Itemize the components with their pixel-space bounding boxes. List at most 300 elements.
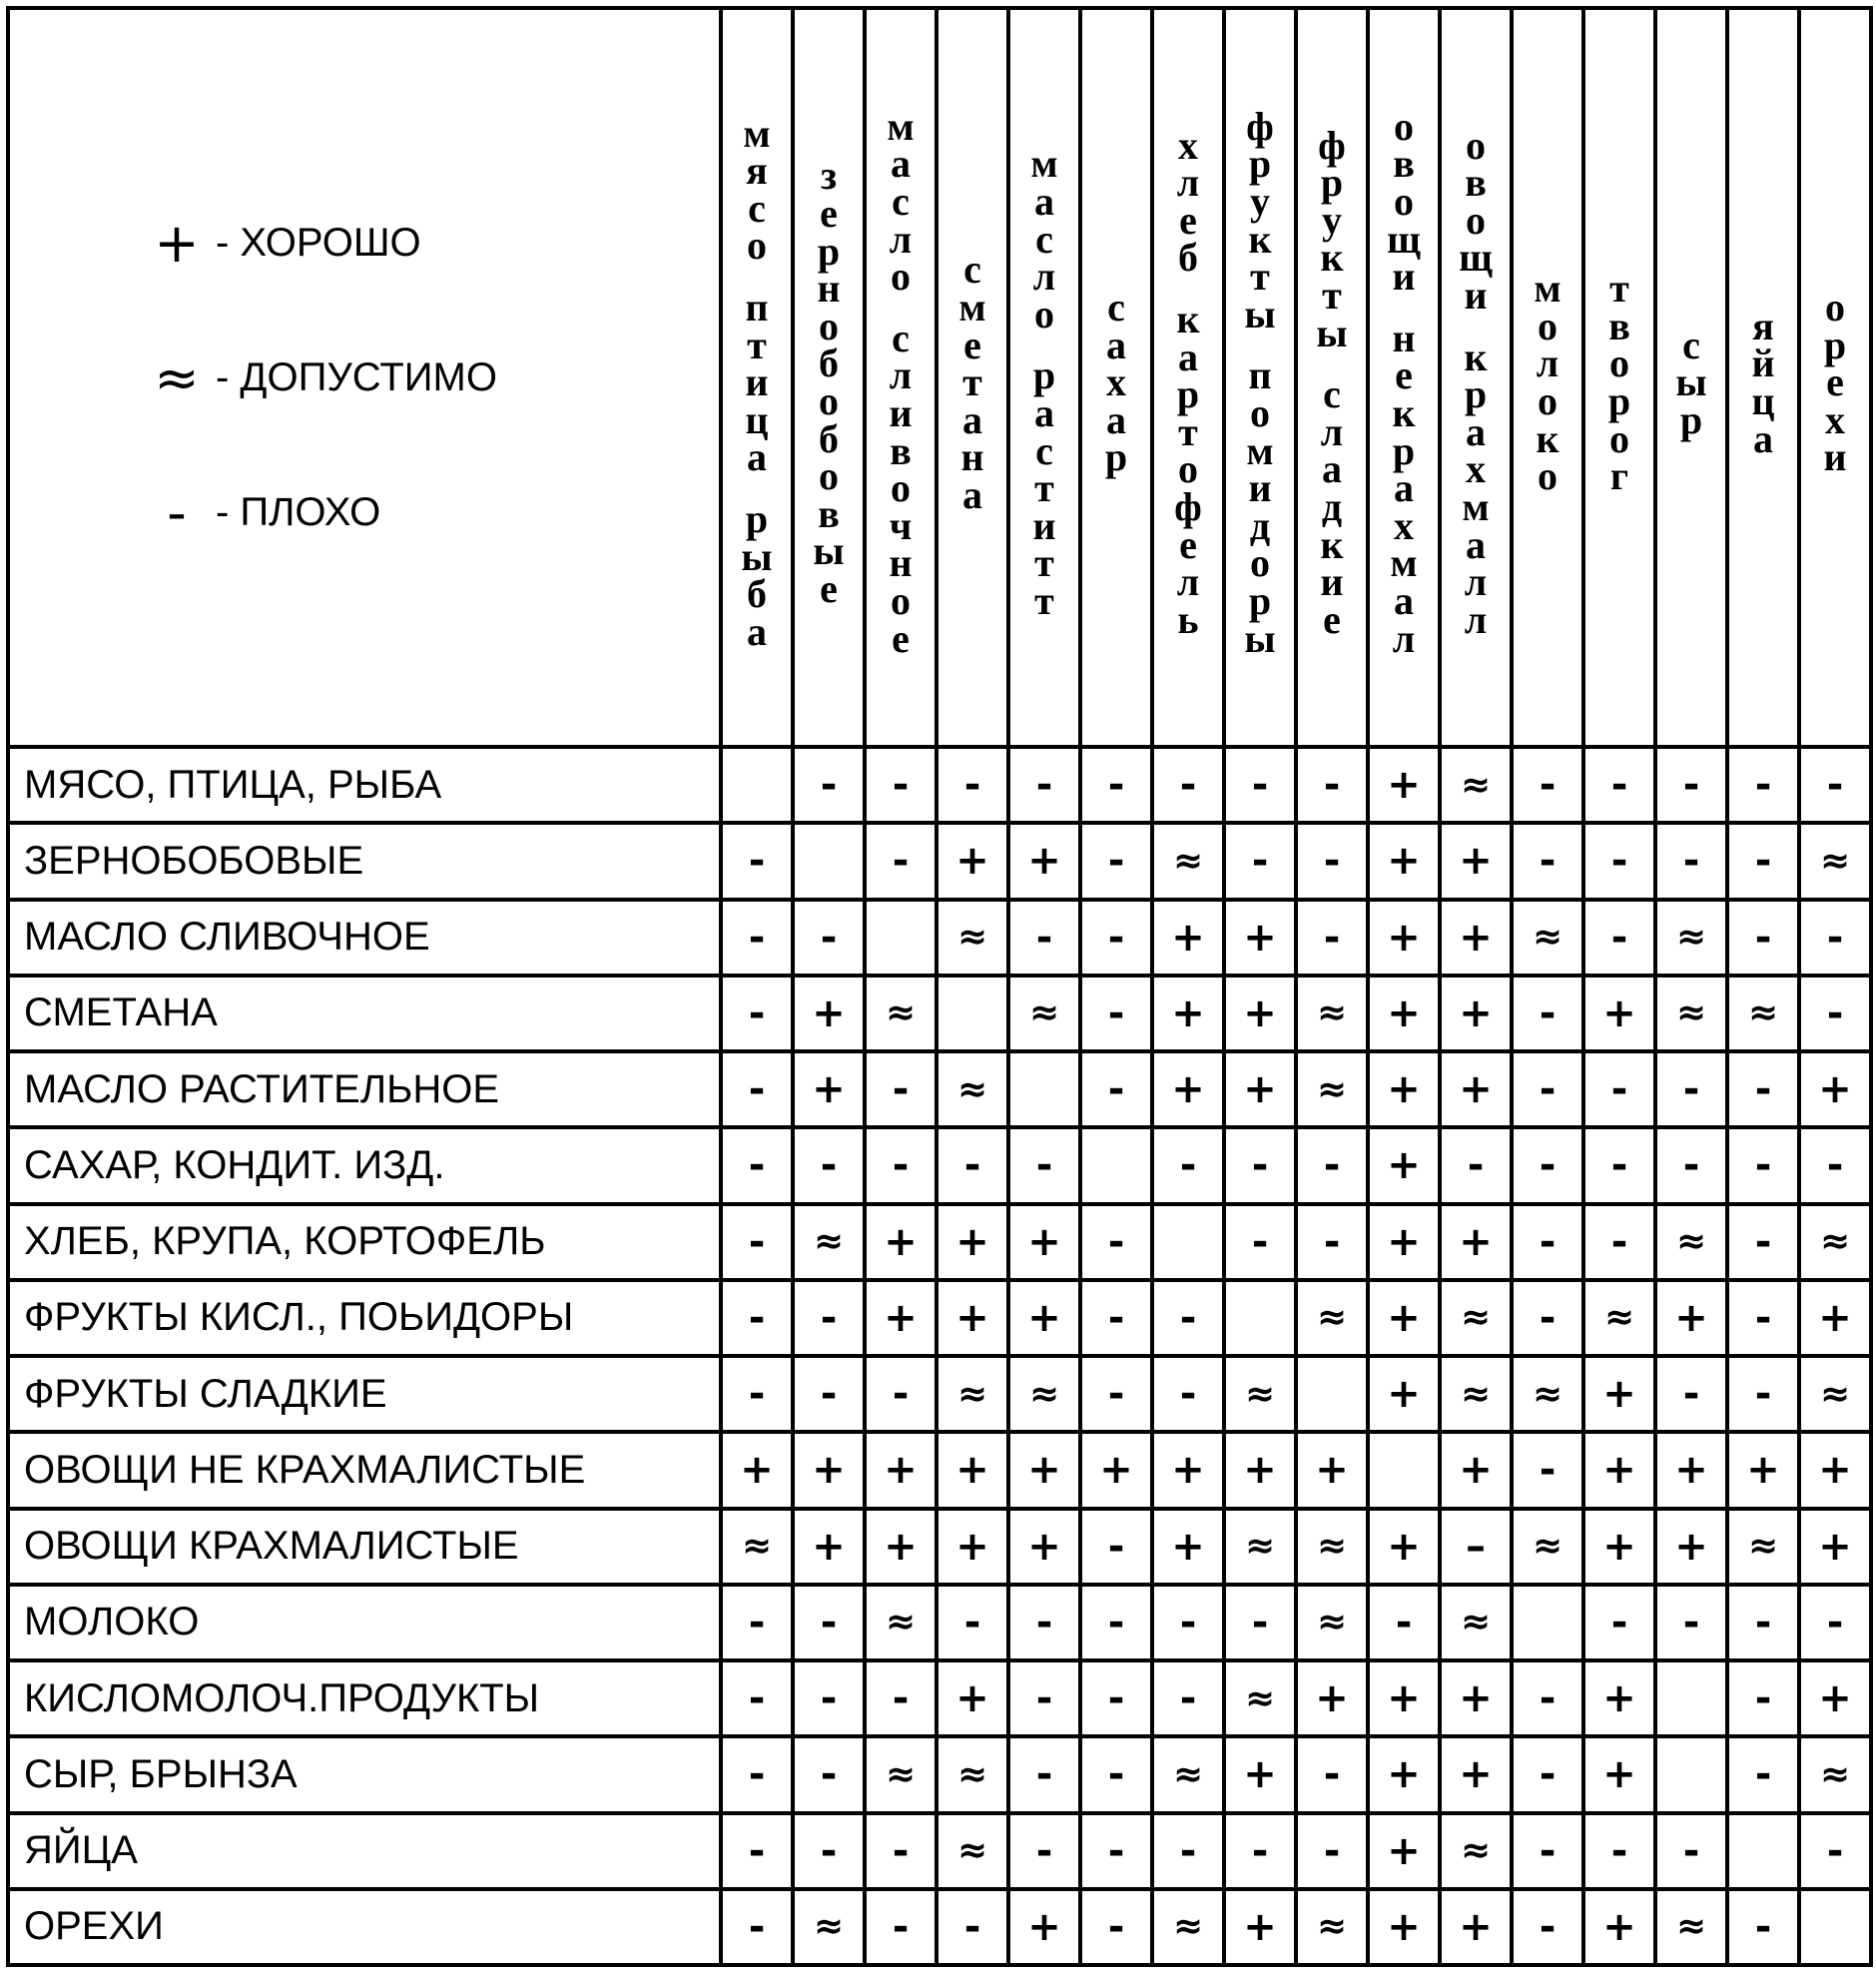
compatibility-cell: + [1008, 823, 1080, 899]
column-header [1296, 8, 1368, 747]
compatibility-cell: - [1080, 1280, 1152, 1356]
compatibility-cell: - [1583, 747, 1655, 823]
compatibility-cell [1799, 1889, 1871, 1965]
compatibility-cell: - [1152, 1813, 1224, 1889]
compatibility-cell: ≈ [1440, 1813, 1512, 1889]
compatibility-cell: - [1512, 1127, 1583, 1203]
compatibility-cell: + [937, 823, 1008, 899]
compatibility-cell: - [1152, 1127, 1224, 1203]
compatibility-cell: - [1583, 1204, 1655, 1280]
compatibility-cell: + [937, 1509, 1008, 1585]
compatibility-cell: ≈ [1296, 1051, 1368, 1127]
row-label: ЗЕРНОБОБОВЫЕ [8, 823, 721, 899]
compatibility-cell: + [1655, 1280, 1727, 1356]
compatibility-cell: + [1799, 1509, 1871, 1585]
compatibility-cell: - [1008, 1736, 1080, 1812]
legend-item-bad [138, 445, 719, 580]
compatibility-cell: + [1296, 1660, 1368, 1736]
compatibility-cell: + [1368, 976, 1440, 1051]
compatibility-cell: - [1655, 1051, 1727, 1127]
table-body [8, 747, 1871, 1965]
compatibility-cell: - [721, 1280, 793, 1356]
table-row [8, 1736, 1871, 1812]
legend-symbol-good: + [154, 211, 200, 275]
column-header [1440, 8, 1512, 747]
column-header-label: с а х а р [1104, 285, 1128, 480]
compatibility-cell: ≈ [1512, 1509, 1583, 1585]
compatibility-cell: - [1512, 823, 1583, 899]
compatibility-cell: + [1368, 1889, 1440, 1965]
compatibility-cell: - [721, 1813, 793, 1889]
compatibility-cell: + [1008, 1432, 1080, 1508]
compatibility-cell: + [937, 1432, 1008, 1508]
compatibility-cell: ≈ [1727, 1509, 1799, 1585]
row-label: ОВОЩИ НЕ КРАХМАЛИСТЫЕ [8, 1432, 721, 1508]
compatibility-cell: - [721, 976, 793, 1051]
compatibility-cell: - [793, 1813, 865, 1889]
compatibility-cell: - [1080, 1736, 1152, 1812]
compatibility-cell: - [1727, 1280, 1799, 1356]
compatibility-cell: - [1727, 823, 1799, 899]
compatibility-cell: + [1008, 1889, 1080, 1965]
compatibility-cell: + [1224, 900, 1296, 976]
compatibility-cell: ≈ [1224, 1356, 1296, 1432]
compatibility-cell: ≈ [1512, 900, 1583, 976]
compatibility-cell: - [937, 1585, 1008, 1660]
compatibility-cell: - [1655, 823, 1727, 899]
compatibility-cell: - [721, 900, 793, 976]
compatibility-cell: + [865, 1432, 937, 1508]
column-header [1224, 8, 1296, 747]
compatibility-cell: - [865, 1813, 937, 1889]
compatibility-cell: + [1368, 1813, 1440, 1889]
compatibility-cell: - [1152, 1280, 1224, 1356]
compatibility-cell: ≈ [1224, 1660, 1296, 1736]
compatibility-cell [1296, 1356, 1368, 1432]
compatibility-cell: - [1583, 1127, 1655, 1203]
compatibility-cell: ≈ [1440, 1585, 1512, 1660]
compatibility-cell: + [793, 976, 865, 1051]
compatibility-cell: + [1727, 1432, 1799, 1508]
compatibility-cell: ≈ [1799, 1356, 1871, 1432]
compatibility-cell: ≈ [1296, 1585, 1368, 1660]
compatibility-cell: ≈ [865, 1585, 937, 1660]
compatibility-cell: + [1368, 1204, 1440, 1280]
compatibility-cell: + [1440, 976, 1512, 1051]
legend-symbol-acceptable: ≈ [154, 345, 200, 409]
compatibility-cell: - [1080, 1889, 1152, 1965]
column-header-label: ф р у к т ы с л а д к и е [1316, 122, 1348, 642]
compatibility-cell: + [1368, 1280, 1440, 1356]
compatibility-cell: ≈ [865, 1736, 937, 1812]
column-header-label: м а с л о р а с т и т т [1030, 141, 1058, 623]
column-header [793, 8, 865, 747]
compatibility-cell [721, 747, 793, 823]
row-label: ОВОЩИ КРАХМАЛИСТЫЕ [8, 1509, 721, 1585]
column-header-row [8, 8, 1871, 747]
compatibility-cell [1080, 1127, 1152, 1203]
compatibility-cell: + [1799, 1051, 1871, 1127]
compatibility-cell: ≈ [865, 976, 937, 1051]
table-row [8, 1051, 1871, 1127]
compatibility-cell: - [1440, 1127, 1512, 1203]
compatibility-cell: - [1512, 1432, 1583, 1508]
legend-item-acceptable [138, 311, 719, 445]
column-header-label: о в о щ и к р а х м а л л [1459, 122, 1493, 642]
compatibility-cell: + [1368, 1736, 1440, 1812]
compatibility-cell: ≈ [1008, 976, 1080, 1051]
compatibility-cell: + [865, 1509, 937, 1585]
compatibility-cell: + [1583, 1736, 1655, 1812]
compatibility-cell: - [1655, 1356, 1727, 1432]
compatibility-cell: + [1655, 1432, 1727, 1508]
row-label: СЫР, БРЫНЗА [8, 1736, 721, 1812]
compatibility-cell: - [1583, 823, 1655, 899]
column-header-label: с м е т а н а [958, 247, 986, 517]
compatibility-cell: + [1224, 1736, 1296, 1812]
column-header-label: о в о щ и н е к р а х м а л [1387, 103, 1421, 661]
compatibility-cell: + [1583, 976, 1655, 1051]
compatibility-cell: - [721, 1889, 793, 1965]
compatibility-cell: + [1008, 1509, 1080, 1585]
compatibility-cell: + [1799, 1432, 1871, 1508]
compatibility-cell: + [793, 1051, 865, 1127]
compatibility-cell: - [1583, 1585, 1655, 1660]
compatibility-cell: - [793, 1280, 865, 1356]
compatibility-cell: - [1296, 1204, 1368, 1280]
compatibility-cell: - [1727, 1356, 1799, 1432]
compatibility-cell: - [1512, 747, 1583, 823]
compatibility-cell: - [793, 1736, 865, 1812]
compatibility-cell: - [1008, 900, 1080, 976]
compatibility-cell: - [1512, 1889, 1583, 1965]
column-header-label: ф р у к т ы п о м и д о р ы [1244, 103, 1276, 661]
compatibility-cell: - [1583, 1813, 1655, 1889]
compatibility-cell: ≈ [937, 1736, 1008, 1812]
compatibility-cell: + [1583, 1509, 1655, 1585]
compatibility-cell: – [1440, 1509, 1512, 1585]
food-compatibility-table [6, 6, 1873, 1967]
row-label: КИСЛОМОЛОЧ.ПРОДУКТЫ [8, 1660, 721, 1736]
compatibility-cell: - [1008, 1585, 1080, 1660]
table-row [8, 1889, 1871, 1965]
compatibility-cell [1655, 1736, 1727, 1812]
compatibility-cell: + [1224, 1051, 1296, 1127]
table-row [8, 747, 1871, 823]
compatibility-cell: - [1080, 1509, 1152, 1585]
column-header-label: т в о р о г [1607, 266, 1631, 499]
compatibility-cell: ≈ [1008, 1356, 1080, 1432]
compatibility-cell: - [1008, 1813, 1080, 1889]
column-header [1152, 8, 1224, 747]
compatibility-cell: - [1727, 1051, 1799, 1127]
compatibility-cell: - [1080, 1585, 1152, 1660]
compatibility-cell: + [865, 1204, 937, 1280]
compatibility-cell: + [1440, 1736, 1512, 1812]
compatibility-cell: - [793, 900, 865, 976]
compatibility-cell: - [937, 1889, 1008, 1965]
compatibility-cell: - [1799, 1127, 1871, 1203]
compatibility-cell: + [1440, 1432, 1512, 1508]
column-header [1727, 8, 1799, 747]
compatibility-cell: + [1583, 1432, 1655, 1508]
compatibility-cell: + [1440, 1889, 1512, 1965]
compatibility-cell: + [1583, 1356, 1655, 1432]
compatibility-cell: - [1296, 1813, 1368, 1889]
column-header-label: с ы р [1675, 322, 1707, 442]
compatibility-cell: + [1368, 823, 1440, 899]
compatibility-cell: ≈ [1296, 1889, 1368, 1965]
compatibility-cell: + [1152, 1432, 1224, 1508]
compatibility-cell: + [937, 1280, 1008, 1356]
compatibility-cell: - [1008, 747, 1080, 823]
compatibility-cell: ≈ [793, 1204, 865, 1280]
compatibility-cell: - [865, 1889, 937, 1965]
compatibility-cell [1655, 1660, 1727, 1736]
compatibility-cell: - [865, 1356, 937, 1432]
table-row [8, 823, 1871, 899]
compatibility-cell: - [1224, 1204, 1296, 1280]
compatibility-cell: + [1799, 1660, 1871, 1736]
compatibility-cell: - [1224, 1813, 1296, 1889]
compatibility-cell: - [1080, 1813, 1152, 1889]
compatibility-cell: ≈ [1440, 1280, 1512, 1356]
compatibility-cell: - [1512, 976, 1583, 1051]
compatibility-cell: - [865, 1660, 937, 1736]
compatibility-cell [1224, 1280, 1296, 1356]
compatibility-cell: + [1368, 1356, 1440, 1432]
compatibility-cell: + [793, 1432, 865, 1508]
compatibility-cell: - [1080, 1051, 1152, 1127]
legend-text-good: - ХОРОШО [216, 220, 421, 265]
compatibility-cell: + [793, 1509, 865, 1585]
legend [10, 176, 719, 580]
compatibility-cell: + [1008, 1280, 1080, 1356]
compatibility-cell: + [1224, 1432, 1296, 1508]
legend-text-bad: - ПЛОХО [216, 489, 381, 534]
compatibility-cell: ≈ [937, 1356, 1008, 1432]
compatibility-cell: - [1080, 1660, 1152, 1736]
compatibility-cell: - [1799, 1585, 1871, 1660]
compatibility-cell: ≈ [1152, 1889, 1224, 1965]
compatibility-cell: + [1368, 900, 1440, 976]
column-header [1008, 8, 1080, 747]
row-label: МЯСО, ПТИЦА, РЫБА [8, 747, 721, 823]
compatibility-cell: ≈ [793, 1889, 865, 1965]
compatibility-cell: ≈ [937, 900, 1008, 976]
compatibility-cell: - [793, 1660, 865, 1736]
compatibility-cell: ≈ [1655, 976, 1727, 1051]
column-header-label: о р е х и [1823, 285, 1847, 480]
compatibility-cell: + [1440, 900, 1512, 976]
column-header [1512, 8, 1583, 747]
compatibility-cell: ≈ [721, 1509, 793, 1585]
compatibility-cell: ≈ [1512, 1356, 1583, 1432]
compatibility-cell: + [1368, 747, 1440, 823]
compatibility-cell: ≈ [1799, 823, 1871, 899]
column-header-label: м я с о п т и ц а р ы б а [741, 110, 773, 654]
row-label: ФРУКТЫ КИСЛ., ПОЬИДОРЫ [8, 1280, 721, 1356]
legend-item-good [138, 176, 719, 311]
compatibility-cell: ≈ [1296, 1509, 1368, 1585]
row-label: ХЛЕБ, КРУПА, КОРТОФЕЛЬ [8, 1204, 721, 1280]
compatibility-cell: - [1727, 900, 1799, 976]
compatibility-cell: - [1799, 900, 1871, 976]
compatibility-cell: - [1799, 1813, 1871, 1889]
compatibility-cell [1727, 1813, 1799, 1889]
compatibility-cell: ≈ [1224, 1509, 1296, 1585]
row-label: ЯЙЦА [8, 1813, 721, 1889]
compatibility-cell: + [1440, 1204, 1512, 1280]
compatibility-cell: - [1727, 1736, 1799, 1812]
compatibility-cell: ≈ [937, 1051, 1008, 1127]
compatibility-cell: - [721, 1585, 793, 1660]
compatibility-cell: - [1799, 747, 1871, 823]
row-label: САХАР, КОНДИТ. ИЗД. [8, 1127, 721, 1203]
compatibility-cell: ≈ [1583, 1280, 1655, 1356]
row-label: ФРУКТЫ СЛАДКИЕ [8, 1356, 721, 1432]
compatibility-cell: - [793, 747, 865, 823]
compatibility-cell: - [1799, 976, 1871, 1051]
compatibility-cell: - [1224, 1127, 1296, 1203]
compatibility-cell [1368, 1432, 1440, 1508]
compatibility-cell: - [1512, 1280, 1583, 1356]
column-header [1583, 8, 1655, 747]
compatibility-cell: + [937, 1204, 1008, 1280]
compatibility-cell: - [1296, 747, 1368, 823]
compatibility-cell: - [1512, 1660, 1583, 1736]
compatibility-cell: - [1296, 900, 1368, 976]
compatibility-cell: ≈ [1655, 1889, 1727, 1965]
compatibility-cell: - [793, 1585, 865, 1660]
compatibility-cell: - [937, 1127, 1008, 1203]
row-label: МОЛОКО [8, 1585, 721, 1660]
compatibility-cell: + [1080, 1432, 1152, 1508]
table-row [8, 1432, 1871, 1508]
compatibility-cell: + [937, 1660, 1008, 1736]
compatibility-cell: - [1727, 747, 1799, 823]
compatibility-cell: - [1152, 1585, 1224, 1660]
row-label: СМЕТАНА [8, 976, 721, 1051]
column-header [1799, 8, 1871, 747]
compatibility-cell: - [1152, 1660, 1224, 1736]
compatibility-cell [1008, 1051, 1080, 1127]
compatibility-cell: ≈ [1799, 1204, 1871, 1280]
compatibility-cell [1152, 1204, 1224, 1280]
compatibility-cell: - [1080, 1204, 1152, 1280]
table-row [8, 1204, 1871, 1280]
compatibility-cell: ≈ [1727, 976, 1799, 1051]
column-header-label: я й ц а [1751, 303, 1775, 461]
compatibility-cell: - [1296, 1127, 1368, 1203]
row-label: ОРЕХИ [8, 1889, 721, 1965]
compatibility-cell: ≈ [1152, 823, 1224, 899]
compatibility-cell: - [865, 747, 937, 823]
legend-text-acceptable: - ДОПУСТИМО [216, 354, 497, 399]
compatibility-cell: + [1152, 900, 1224, 976]
compatibility-cell: + [1152, 1051, 1224, 1127]
compatibility-cell: - [865, 823, 937, 899]
compatibility-cell: - [1224, 747, 1296, 823]
compatibility-cell: - [1583, 1051, 1655, 1127]
compatibility-cell [1512, 1585, 1583, 1660]
compatibility-cell: + [1152, 976, 1224, 1051]
row-label: МАСЛО РАСТИТЕЛЬНОЕ [8, 1051, 721, 1127]
compatibility-cell: + [721, 1432, 793, 1508]
compatibility-cell: - [1512, 1736, 1583, 1812]
compatibility-cell: + [1655, 1509, 1727, 1585]
compatibility-cell: ≈ [937, 1813, 1008, 1889]
column-header-label: з е р н о б о б о в ы е [813, 153, 845, 611]
compatibility-cell: + [1296, 1432, 1368, 1508]
compatibility-cell: - [937, 747, 1008, 823]
compatibility-cell: ≈ [1655, 1204, 1727, 1280]
legend-symbol-bad: - [167, 480, 187, 544]
compatibility-cell [793, 823, 865, 899]
compatibility-cell: - [1080, 747, 1152, 823]
compatibility-cell: - [1224, 823, 1296, 899]
compatibility-cell: + [1008, 1204, 1080, 1280]
compatibility-cell: - [1224, 1585, 1296, 1660]
column-header [1655, 8, 1727, 747]
compatibility-cell: + [1224, 976, 1296, 1051]
compatibility-cell: + [1152, 1509, 1224, 1585]
compatibility-cell: - [1296, 823, 1368, 899]
compatibility-cell: - [1080, 976, 1152, 1051]
compatibility-cell: - [721, 1051, 793, 1127]
compatibility-cell: + [1224, 1889, 1296, 1965]
column-header [1368, 8, 1440, 747]
compatibility-cell: + [1799, 1280, 1871, 1356]
table-row [8, 1509, 1871, 1585]
compatibility-cell: - [1583, 900, 1655, 976]
column-header [1080, 8, 1152, 747]
compatibility-cell: + [1583, 1889, 1655, 1965]
table-row [8, 1356, 1871, 1432]
table-row [8, 1280, 1871, 1356]
column-header-label: м а с л о с л и в о ч н о е [887, 103, 915, 661]
compatibility-cell: + [1368, 1051, 1440, 1127]
compatibility-cell: - [1512, 1813, 1583, 1889]
compatibility-cell [937, 976, 1008, 1051]
column-header-label: м о л о к о [1534, 266, 1562, 499]
compatibility-cell: ≈ [1440, 747, 1512, 823]
compatibility-cell: ≈ [1655, 900, 1727, 976]
compatibility-cell: - [1152, 747, 1224, 823]
compatibility-cell: - [1727, 1585, 1799, 1660]
compatibility-cell: - [1655, 1813, 1727, 1889]
table-row [8, 900, 1871, 976]
compatibility-cell: ≈ [1296, 1280, 1368, 1356]
table-row [8, 1585, 1871, 1660]
compatibility-cell: - [1512, 1204, 1583, 1280]
compatibility-cell: + [1440, 1051, 1512, 1127]
compatibility-cell: - [1152, 1356, 1224, 1432]
compatibility-cell: - [721, 1736, 793, 1812]
compatibility-cell: - [1008, 1127, 1080, 1203]
compatibility-cell: ≈ [1799, 1736, 1871, 1812]
compatibility-cell: ≈ [1296, 976, 1368, 1051]
compatibility-cell: - [1655, 1127, 1727, 1203]
compatibility-cell: - [721, 1127, 793, 1203]
compatibility-cell: - [721, 823, 793, 899]
table-row [8, 1127, 1871, 1203]
compatibility-cell: + [865, 1280, 937, 1356]
compatibility-cell: - [1080, 1356, 1152, 1432]
compatibility-cell: - [1727, 1204, 1799, 1280]
compatibility-cell: - [1727, 1889, 1799, 1965]
table-row [8, 976, 1871, 1051]
